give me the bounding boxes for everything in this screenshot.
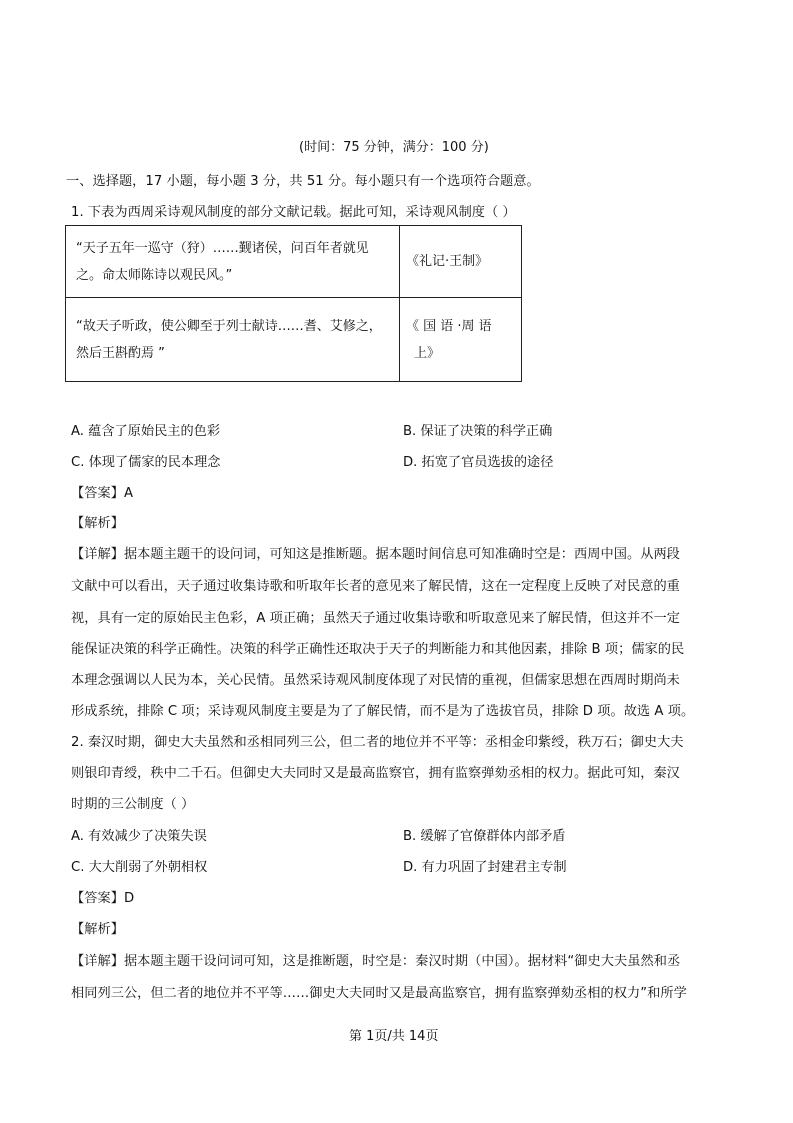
q1-answer: 【答案】A — [71, 486, 134, 501]
q2-detail-line: 【详解】据本题主题干设问词可知，这是推断题，时空是：秦汉时期（中国）。据材料“御史大夫虽然和丞 — [71, 954, 681, 969]
q1-row2-line-b: 然后王斟酌焉 ” — [76, 345, 165, 361]
q1-table-row1-source: 《礼记·王制》 — [400, 226, 522, 298]
section-title: 一、选择题，17 小题，每小题 3 分，共 51 分。每小题只有一个选项符合题意。 — [66, 174, 540, 189]
q2-option-c: C. 大大削弱了外朝相权 — [71, 860, 208, 875]
q1-row2-line-a: “故天子听政，使公卿至于列士献诗……耆、艾修之， — [76, 318, 382, 334]
q1-detail-line: 【详解】据本题主题干的设问词，可知这是推断题。据本题时间信息可知准确时空是：西周中国。从两段 — [71, 547, 680, 562]
time-note: (时间：75 分钟，满分：100 分) — [299, 140, 489, 155]
q1-table-row1-text — [66, 226, 400, 298]
q1-detail-line: 视，具有一定的原始民主色彩，A 项正确；虽然天子通过收集诗歌和听取意见来了解民情，但这并不一定 — [71, 611, 680, 626]
q1-detail-line: 形成系统，排除 C 项；采诗观风制度主要是为了了解民情，而不是为了选拔官员，排除 D 项。故选 A 项。 — [71, 704, 695, 719]
q1-option-a: A. 蕴含了原始民主的色彩 — [71, 424, 221, 439]
q1-option-d: D. 拓宽了官员选拔的途径 — [403, 455, 554, 470]
q2-detail-line: 相同列三公，但二者的地位并不平等……御史大夫同时又是最高监察官，拥有监察弹劾丞相的权力”和所学 — [71, 986, 687, 1001]
q1-option-b: B. 保证了决策的科学正确 — [403, 424, 553, 439]
page-number: 第 1页/共 14页 — [349, 1029, 439, 1044]
q2-option-b: B. 缓解了官僚群体内部矛盾 — [403, 829, 566, 844]
q1-detail-line: 能保证决策的科学正确性。决策的科学正确性还取决于天子的判断能力和其他因素，排除 B 项；儒家的民 — [71, 642, 685, 657]
q2-stem-line: 则银印青绶，秩中二千石。但御史大夫同时又是最高监察官，拥有监察弹劾丞相的权力。据此可知，秦汉 — [71, 766, 680, 781]
q2-option-a: A. 有效减少了决策失误 — [71, 829, 207, 844]
q1-table-row2-source: 《 国 语 ·周 语 上》 — [400, 298, 522, 382]
q2-option-d: D. 有力巩固了封建君主专制 — [403, 860, 567, 875]
q1-source-table — [65, 225, 522, 382]
q2-answer: 【答案】D — [71, 891, 135, 906]
q1-analysis-label: 【解析】 — [71, 516, 124, 531]
q2-stem-line: 2. 秦汉时期，御史大夫虽然和丞相同列三公，但二者的地位并不平等：丞相金印紫绶，秩万石；御史大夫 — [71, 735, 684, 750]
q1-row1-line-b: 之。命太师陈诗以观民风。” — [76, 267, 233, 283]
q1-detail-line: 文献中可以看出，天子通过收集诗歌和听取年长者的意见来了解民情，这在一定程度上反映了对民意的重 — [71, 579, 680, 594]
q1-detail-line: 本理念强调以人民为本，关心民情。虽然采诗观风制度体现了对民情的重视，但儒家思想在西周时期尚未 — [71, 673, 680, 688]
q1-table-row2-text — [66, 298, 400, 382]
q2-stem-line: 时期的三公制度（ ） — [71, 797, 195, 812]
q1-stem: 1. 下表为西周采诗观风制度的部分文献记载。据此可知，采诗观风制度（ ） — [71, 205, 516, 220]
q1-row1-line-a: “天子五年一巡守（狩）……觐诸侯，问百年者就见 — [76, 240, 369, 256]
q2-analysis-label: 【解析】 — [71, 922, 124, 937]
q1-option-c: C. 体现了儒家的民本理念 — [71, 455, 221, 470]
